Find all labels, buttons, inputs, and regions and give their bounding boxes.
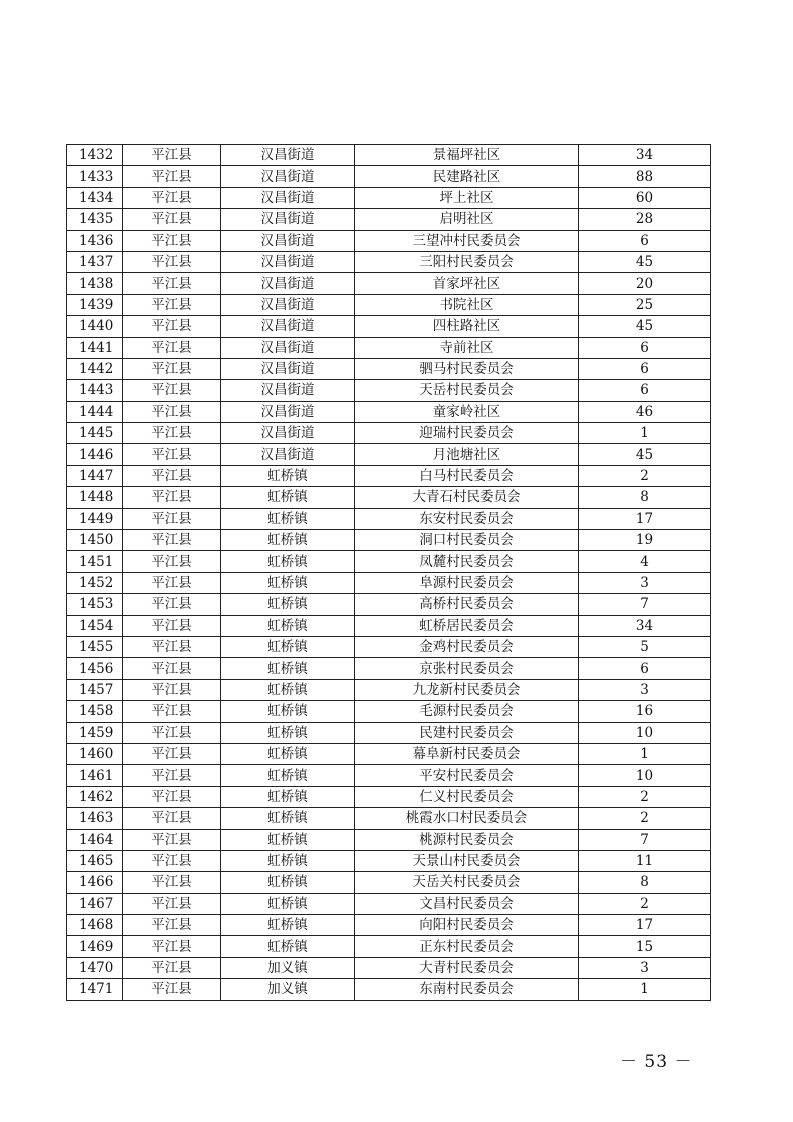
count-cell: 8: [579, 872, 711, 893]
community-cell: 正东村民委员会: [355, 936, 579, 957]
county-cell: 平江县: [123, 636, 221, 657]
town-cell: 虹桥镇: [221, 765, 355, 786]
county-cell: 平江县: [123, 679, 221, 700]
count-cell: 17: [579, 508, 711, 529]
row-number-cell: 1470: [67, 957, 123, 978]
table-row: [67, 551, 711, 572]
community-cell: 月池塘社区: [355, 444, 579, 465]
data-table: [66, 144, 711, 1001]
community-cell: 大青村民委员会: [355, 957, 579, 978]
town-cell: 虹桥镇: [221, 615, 355, 636]
count-cell: 17: [579, 915, 711, 936]
community-cell: 寺前社区: [355, 337, 579, 358]
county-cell: 平江县: [123, 358, 221, 379]
county-cell: 平江县: [123, 316, 221, 337]
community-cell: 阜源村民委员会: [355, 572, 579, 593]
table-row: [67, 401, 711, 422]
count-cell: 16: [579, 701, 711, 722]
town-cell: 虹桥镇: [221, 551, 355, 572]
community-cell: 天岳村民委员会: [355, 380, 579, 401]
count-cell: 6: [579, 230, 711, 251]
count-cell: 2: [579, 893, 711, 914]
county-cell: 平江县: [123, 658, 221, 679]
row-number-cell: 1444: [67, 401, 123, 422]
county-cell: 平江县: [123, 936, 221, 957]
table-row: [67, 423, 711, 444]
community-cell: 三阳村民委员会: [355, 251, 579, 272]
table-row: [67, 530, 711, 551]
community-cell: 迎瑞村民委员会: [355, 423, 579, 444]
count-cell: 45: [579, 444, 711, 465]
row-number-cell: 1459: [67, 722, 123, 743]
community-cell: 三望冲村民委员会: [355, 230, 579, 251]
county-cell: 平江县: [123, 166, 221, 187]
count-cell: 1: [579, 423, 711, 444]
town-cell: 汉昌街道: [221, 294, 355, 315]
community-cell: 景福坪社区: [355, 145, 579, 166]
row-number-cell: 1456: [67, 658, 123, 679]
table-row: [67, 380, 711, 401]
county-cell: 平江县: [123, 145, 221, 166]
table-row: [67, 508, 711, 529]
county-cell: 平江县: [123, 530, 221, 551]
count-cell: 2: [579, 808, 711, 829]
town-cell: 虹桥镇: [221, 487, 355, 508]
row-number-cell: 1462: [67, 786, 123, 807]
count-cell: 34: [579, 145, 711, 166]
community-cell: 仁义村民委员会: [355, 786, 579, 807]
county-cell: 平江县: [123, 957, 221, 978]
row-number-cell: 1451: [67, 551, 123, 572]
row-number-cell: 1467: [67, 893, 123, 914]
row-number-cell: 1446: [67, 444, 123, 465]
row-number-cell: 1466: [67, 872, 123, 893]
community-cell: 大青石村民委员会: [355, 487, 579, 508]
count-cell: 4: [579, 551, 711, 572]
community-cell: 毛源村民委员会: [355, 701, 579, 722]
count-cell: 10: [579, 722, 711, 743]
county-cell: 平江县: [123, 380, 221, 401]
county-cell: 平江县: [123, 273, 221, 294]
row-number-cell: 1440: [67, 316, 123, 337]
table-row: [67, 893, 711, 914]
county-cell: 平江县: [123, 337, 221, 358]
community-cell: 东南村民委员会: [355, 979, 579, 1000]
table-row: [67, 679, 711, 700]
table-row: [67, 636, 711, 657]
row-number-cell: 1433: [67, 166, 123, 187]
table-row: [67, 872, 711, 893]
town-cell: 汉昌街道: [221, 209, 355, 230]
count-cell: 6: [579, 337, 711, 358]
community-cell: 桃源村民委员会: [355, 829, 579, 850]
county-cell: 平江县: [123, 615, 221, 636]
town-cell: 汉昌街道: [221, 166, 355, 187]
county-cell: 平江县: [123, 743, 221, 764]
table-row: [67, 166, 711, 187]
community-cell: 首家坪社区: [355, 273, 579, 294]
county-cell: 平江县: [123, 187, 221, 208]
town-cell: 汉昌街道: [221, 358, 355, 379]
row-number-cell: 1465: [67, 850, 123, 871]
town-cell: 汉昌街道: [221, 380, 355, 401]
count-cell: 6: [579, 380, 711, 401]
count-cell: 8: [579, 487, 711, 508]
count-cell: 1: [579, 979, 711, 1000]
count-cell: 10: [579, 765, 711, 786]
county-cell: 平江县: [123, 230, 221, 251]
county-cell: 平江县: [123, 487, 221, 508]
row-number-cell: 1447: [67, 465, 123, 486]
town-cell: 汉昌街道: [221, 273, 355, 294]
county-cell: 平江县: [123, 808, 221, 829]
county-cell: 平江县: [123, 829, 221, 850]
count-cell: 34: [579, 615, 711, 636]
table-row: [67, 209, 711, 230]
county-cell: 平江县: [123, 508, 221, 529]
community-cell: 幕阜新村民委员会: [355, 743, 579, 764]
row-number-cell: 1449: [67, 508, 123, 529]
table-row: [67, 294, 711, 315]
table-row: [67, 465, 711, 486]
county-cell: 平江县: [123, 465, 221, 486]
town-cell: 汉昌街道: [221, 444, 355, 465]
town-cell: 加义镇: [221, 957, 355, 978]
row-number-cell: 1442: [67, 358, 123, 379]
row-number-cell: 1448: [67, 487, 123, 508]
community-cell: 桃霞水口村民委员会: [355, 808, 579, 829]
county-cell: 平江县: [123, 722, 221, 743]
table-row: [67, 829, 711, 850]
count-cell: 19: [579, 530, 711, 551]
town-cell: 汉昌街道: [221, 337, 355, 358]
count-cell: 3: [579, 957, 711, 978]
county-cell: 平江县: [123, 915, 221, 936]
count-cell: 45: [579, 251, 711, 272]
county-cell: 平江县: [123, 850, 221, 871]
count-cell: 3: [579, 679, 711, 700]
table-row: [67, 316, 711, 337]
row-number-cell: 1450: [67, 530, 123, 551]
count-cell: 46: [579, 401, 711, 422]
table-row: [67, 936, 711, 957]
county-cell: 平江县: [123, 551, 221, 572]
community-cell: 向阳村民委员会: [355, 915, 579, 936]
community-cell: 驷马村民委员会: [355, 358, 579, 379]
town-cell: 汉昌街道: [221, 251, 355, 272]
table-row: [67, 701, 711, 722]
town-cell: 虹桥镇: [221, 636, 355, 657]
community-cell: 天岳关村民委员会: [355, 872, 579, 893]
county-cell: 平江县: [123, 294, 221, 315]
community-cell: 童家岭社区: [355, 401, 579, 422]
town-cell: 虹桥镇: [221, 594, 355, 615]
county-cell: 平江县: [123, 701, 221, 722]
community-cell: 天景山村民委员会: [355, 850, 579, 871]
row-number-cell: 1455: [67, 636, 123, 657]
count-cell: 45: [579, 316, 711, 337]
community-cell: 平安村民委员会: [355, 765, 579, 786]
row-number-cell: 1432: [67, 145, 123, 166]
row-number-cell: 1436: [67, 230, 123, 251]
count-cell: 3: [579, 572, 711, 593]
town-cell: 虹桥镇: [221, 808, 355, 829]
table-row: [67, 358, 711, 379]
row-number-cell: 1453: [67, 594, 123, 615]
table-row: [67, 251, 711, 272]
row-number-cell: 1457: [67, 679, 123, 700]
town-cell: 虹桥镇: [221, 530, 355, 551]
town-cell: 虹桥镇: [221, 850, 355, 871]
table-row: [67, 743, 711, 764]
county-cell: 平江县: [123, 423, 221, 444]
county-cell: 平江县: [123, 594, 221, 615]
community-cell: 金鸡村民委员会: [355, 636, 579, 657]
town-cell: 虹桥镇: [221, 465, 355, 486]
town-cell: 汉昌街道: [221, 145, 355, 166]
table-row: [67, 808, 711, 829]
county-cell: 平江县: [123, 251, 221, 272]
community-cell: 文昌村民委员会: [355, 893, 579, 914]
row-number-cell: 1438: [67, 273, 123, 294]
town-cell: 虹桥镇: [221, 722, 355, 743]
count-cell: 15: [579, 936, 711, 957]
row-number-cell: 1439: [67, 294, 123, 315]
town-cell: 汉昌街道: [221, 423, 355, 444]
row-number-cell: 1435: [67, 209, 123, 230]
community-cell: 启明社区: [355, 209, 579, 230]
town-cell: 虹桥镇: [221, 679, 355, 700]
row-number-cell: 1458: [67, 701, 123, 722]
table-row: [67, 850, 711, 871]
community-cell: 洞口村民委员会: [355, 530, 579, 551]
table-row: [67, 957, 711, 978]
row-number-cell: 1471: [67, 979, 123, 1000]
row-number-cell: 1445: [67, 423, 123, 444]
community-cell: 凤麓村民委员会: [355, 551, 579, 572]
table-row: [67, 230, 711, 251]
count-cell: 88: [579, 166, 711, 187]
county-cell: 平江县: [123, 209, 221, 230]
count-cell: 2: [579, 465, 711, 486]
table-row: [67, 722, 711, 743]
community-cell: 民建路社区: [355, 166, 579, 187]
town-cell: 加义镇: [221, 979, 355, 1000]
page-number: － 53 －: [620, 1052, 693, 1072]
county-cell: 平江县: [123, 401, 221, 422]
count-cell: 6: [579, 358, 711, 379]
town-cell: 虹桥镇: [221, 572, 355, 593]
row-number-cell: 1464: [67, 829, 123, 850]
row-number-cell: 1454: [67, 615, 123, 636]
table-row: [67, 979, 711, 1000]
count-cell: 20: [579, 273, 711, 294]
table-row: [67, 658, 711, 679]
table-row: [67, 444, 711, 465]
table-row: [67, 187, 711, 208]
row-number-cell: 1461: [67, 765, 123, 786]
community-cell: 民建村民委员会: [355, 722, 579, 743]
row-number-cell: 1434: [67, 187, 123, 208]
town-cell: 虹桥镇: [221, 508, 355, 529]
count-cell: 7: [579, 594, 711, 615]
community-cell: 京张村民委员会: [355, 658, 579, 679]
count-cell: 2: [579, 786, 711, 807]
table-body: [67, 145, 711, 1001]
community-cell: 坪上社区: [355, 187, 579, 208]
town-cell: 虹桥镇: [221, 743, 355, 764]
row-number-cell: 1463: [67, 808, 123, 829]
row-number-cell: 1437: [67, 251, 123, 272]
table-row: [67, 337, 711, 358]
community-cell: 四柱路社区: [355, 316, 579, 337]
town-cell: 虹桥镇: [221, 872, 355, 893]
count-cell: 1: [579, 743, 711, 764]
count-cell: 25: [579, 294, 711, 315]
community-cell: 九龙新村民委员会: [355, 679, 579, 700]
row-number-cell: 1441: [67, 337, 123, 358]
town-cell: 汉昌街道: [221, 316, 355, 337]
row-number-cell: 1443: [67, 380, 123, 401]
table-row: [67, 615, 711, 636]
town-cell: 虹桥镇: [221, 829, 355, 850]
county-cell: 平江县: [123, 893, 221, 914]
county-cell: 平江县: [123, 444, 221, 465]
town-cell: 虹桥镇: [221, 701, 355, 722]
town-cell: 汉昌街道: [221, 230, 355, 251]
town-cell: 汉昌街道: [221, 187, 355, 208]
count-cell: 5: [579, 636, 711, 657]
county-cell: 平江县: [123, 872, 221, 893]
table-row: [67, 765, 711, 786]
table-row: [67, 594, 711, 615]
community-cell: 书院社区: [355, 294, 579, 315]
row-number-cell: 1468: [67, 915, 123, 936]
county-cell: 平江县: [123, 572, 221, 593]
community-cell: 东安村民委员会: [355, 508, 579, 529]
town-cell: 虹桥镇: [221, 786, 355, 807]
row-number-cell: 1460: [67, 743, 123, 764]
count-cell: 11: [579, 850, 711, 871]
county-cell: 平江县: [123, 765, 221, 786]
table-row: [67, 487, 711, 508]
county-cell: 平江县: [123, 786, 221, 807]
town-cell: 虹桥镇: [221, 936, 355, 957]
table-row: [67, 786, 711, 807]
count-cell: 7: [579, 829, 711, 850]
row-number-cell: 1452: [67, 572, 123, 593]
community-cell: 高桥村民委员会: [355, 594, 579, 615]
town-cell: 虹桥镇: [221, 893, 355, 914]
count-cell: 28: [579, 209, 711, 230]
count-cell: 6: [579, 658, 711, 679]
county-cell: 平江县: [123, 979, 221, 1000]
table-row: [67, 273, 711, 294]
town-cell: 虹桥镇: [221, 658, 355, 679]
table-row: [67, 145, 711, 166]
community-cell: 白马村民委员会: [355, 465, 579, 486]
row-number-cell: 1469: [67, 936, 123, 957]
table-row: [67, 915, 711, 936]
town-cell: 汉昌街道: [221, 401, 355, 422]
count-cell: 60: [579, 187, 711, 208]
community-cell: 虹桥居民委员会: [355, 615, 579, 636]
town-cell: 虹桥镇: [221, 915, 355, 936]
table-row: [67, 572, 711, 593]
